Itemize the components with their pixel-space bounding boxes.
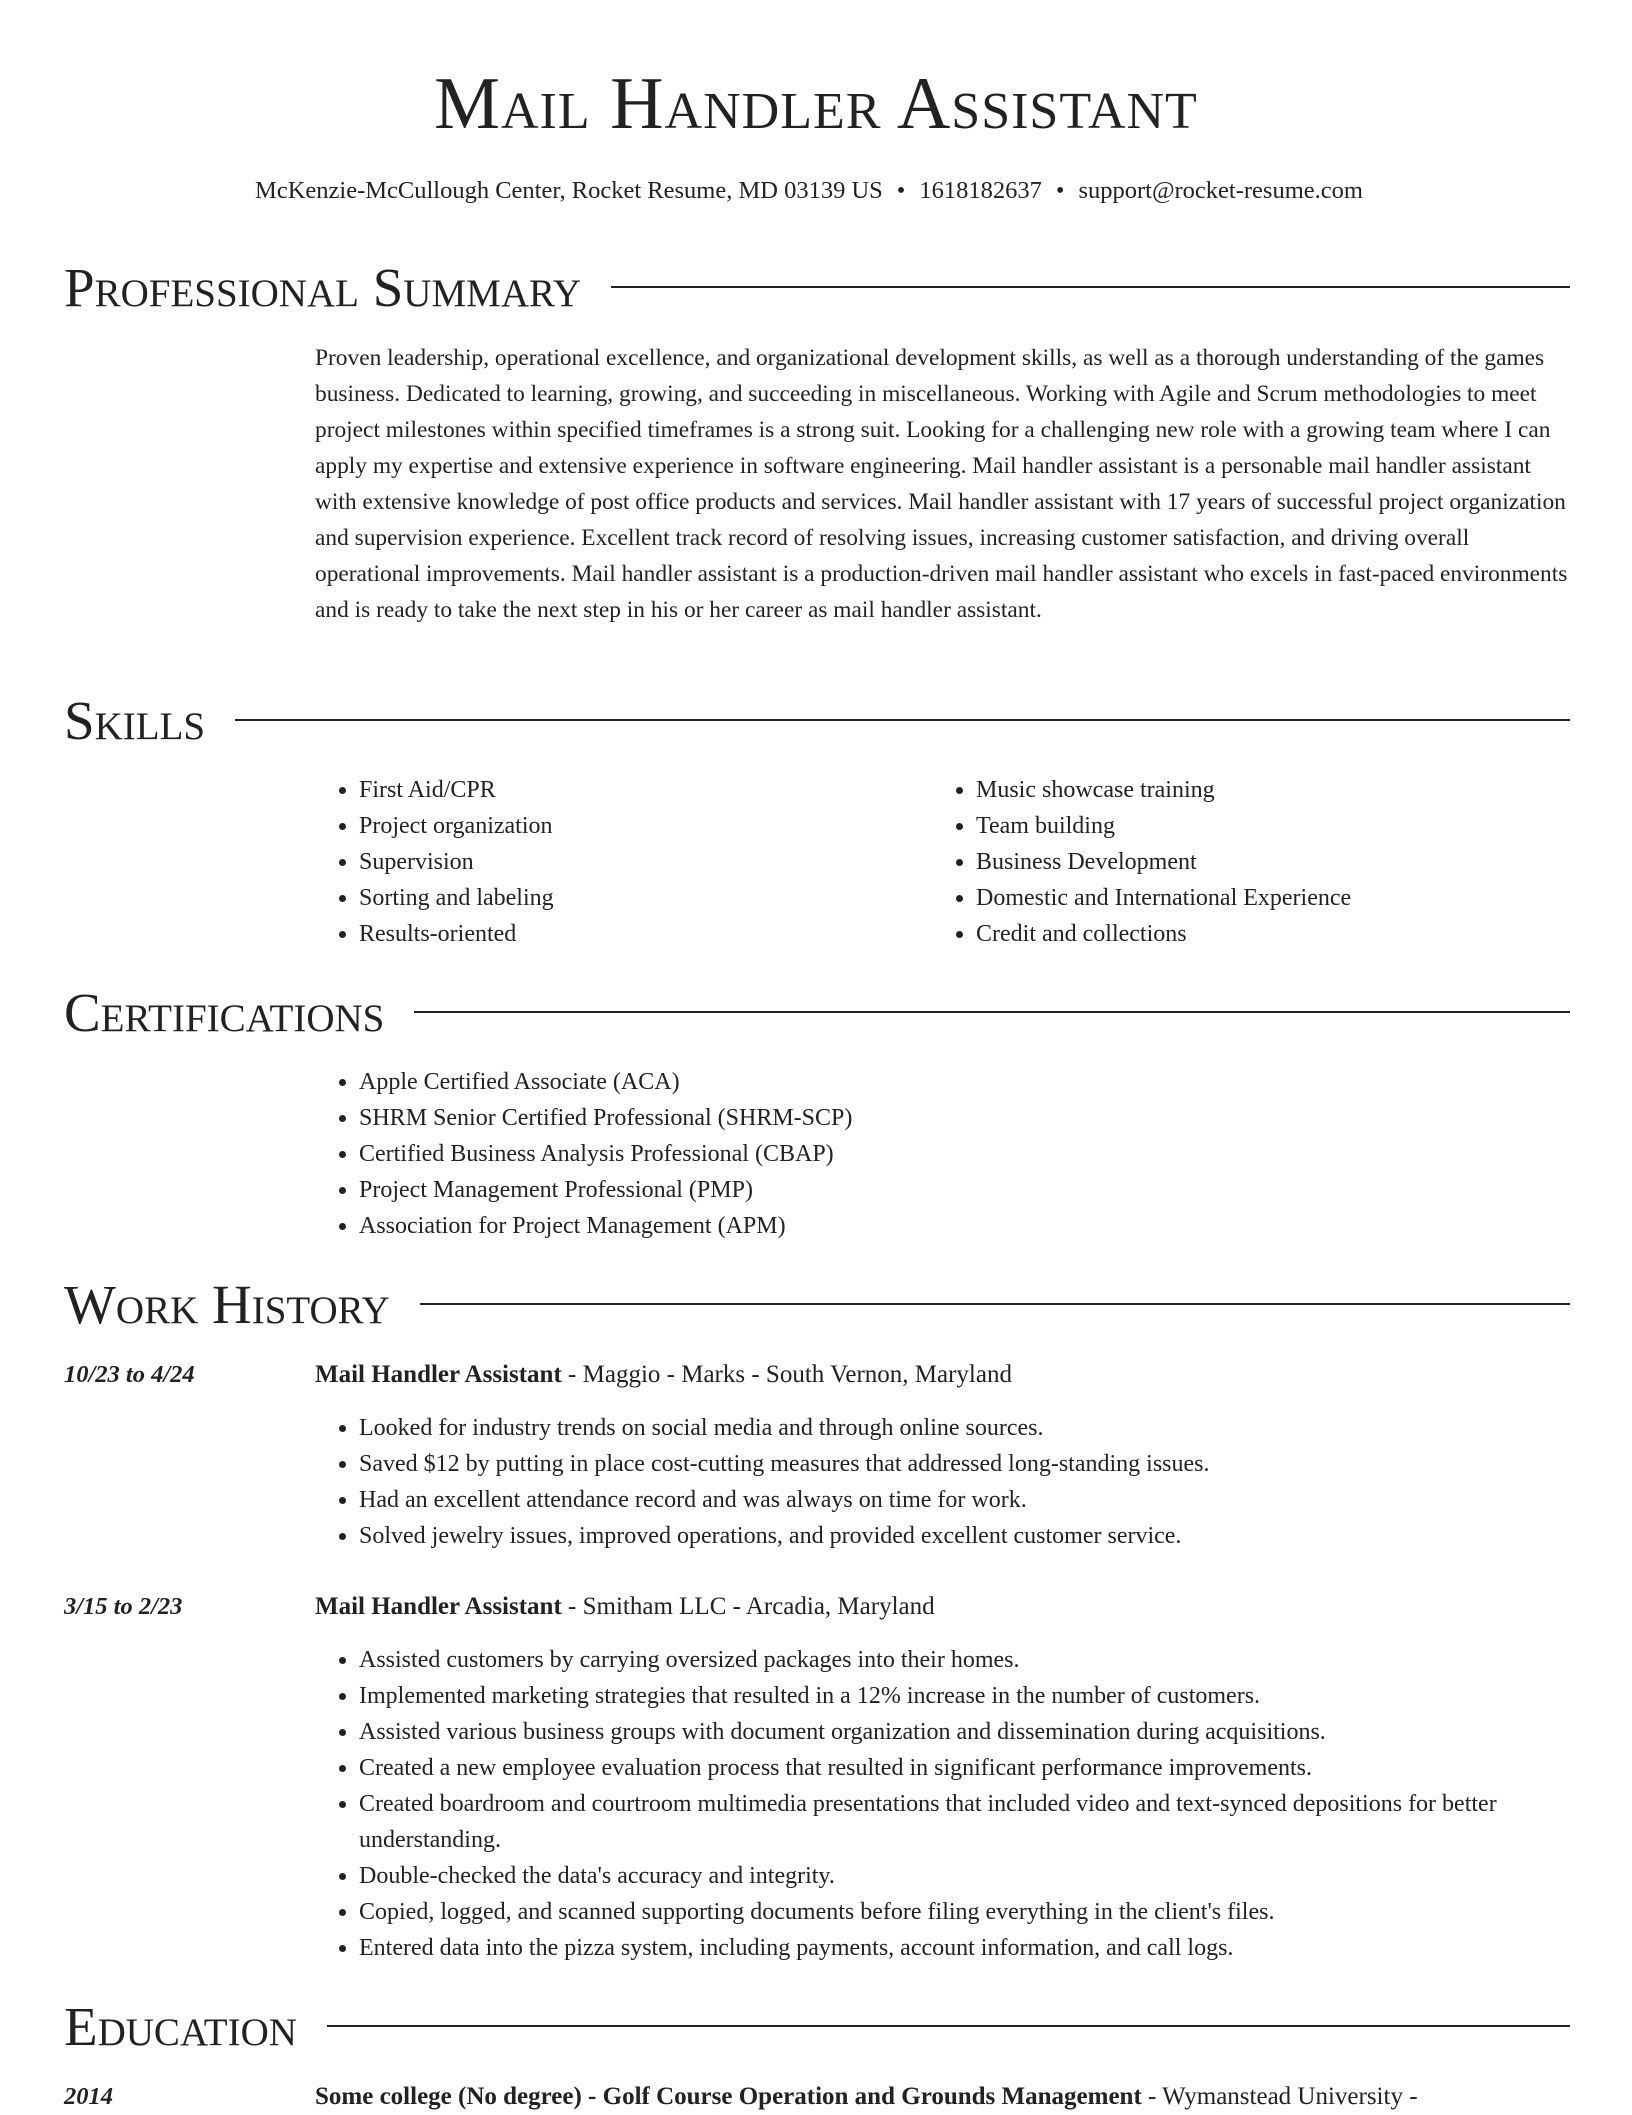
education-degree: Some college (No degree) - Golf Course Operation and Grounds Management: [315, 2083, 1142, 2110]
summary-text: Proven leadership, operational excellence, and organizational development skills, as well as a thorough understanding of the games business. Dedicated to learning, growing, and succeeding in miscellaneous. Working with Agile and Scrum methodologies to meet project milestones within specified timeframes is a strong suit. Looking for a challenging new role with a growing team where I can apply my expertise and extensive experience in software engineering. Mail handler assistant is a personable mail handler assistant with extensive knowledge of post office products and services. Mail handler assistant with 17 years of successful project organization and supervision experience. Excellent track record of resolving issues, increasing customer satisfaction, and driving overall operational improvements. Mail handler assistant is a production-driven mail handler assistant who excels in fast-paced environments and is ready to take the next step in his or her career as mail handler assistant.: [315, 345, 1568, 623]
job-employer: - Smitham LLC - Arcadia, Maryland: [561, 1593, 935, 1620]
job-bullet: • Looked for industry trends on social media and through online sources.: [359, 1410, 1614, 1446]
education-school: - Wymanstead University -: [1141, 2083, 1418, 2110]
skill-item: • Music showcase training: [976, 772, 1606, 808]
job-bullet: • Assisted various business groups with document organization and dissemination during acquisitions.: [359, 1714, 1614, 1750]
certifications-list: [315, 1064, 1614, 1244]
job-dates: 10/23 to 4/24: [64, 1361, 195, 1388]
job-bullet: • Copied, logged, and scanned supporting documents before filing everything in the client's files.: [359, 1894, 1614, 1930]
job-bullet: • Saved $12 by putting in place cost-cutting measures that addressed long-standing issues.: [359, 1446, 1614, 1482]
job-bullet: • Assisted customers by carrying oversized packages into their homes.: [359, 1642, 1614, 1678]
certification-item: • Association for Project Management (APM): [359, 1208, 1614, 1244]
section-divider: [414, 1011, 1570, 1013]
education-heading-text: Education: [64, 1996, 297, 2057]
skill-item: • Business Development: [976, 844, 1606, 880]
resume-title: Mail Handler Assistant: [434, 63, 1198, 145]
summary-heading: [64, 257, 1570, 319]
job-bullet: • Double-checked the data's accuracy and integrity.: [359, 1858, 1614, 1894]
skills-list-left: [315, 772, 929, 952]
job-bullets: [315, 1410, 1614, 1554]
job-bullet: • Created a new employee evaluation process that resulted in significant performance improvements.: [359, 1750, 1614, 1786]
certification-item: • Certified Business Analysis Professional (CBAP): [359, 1136, 1614, 1172]
section-divider: [611, 286, 1570, 288]
certifications-heading: [64, 982, 1570, 1044]
job-employer: - Maggio - Marks - South Vernon, Maryland: [561, 1361, 1012, 1388]
certification-item: • Project Management Professional (PMP): [359, 1172, 1614, 1208]
job-role: Mail Handler Assistant: [315, 1361, 562, 1388]
contact-phone: 1618182637: [919, 177, 1042, 204]
job-bullet: • Solved jewelry issues, improved operations, and provided excellent customer service.: [359, 1518, 1614, 1554]
contact-separator: •: [1055, 177, 1065, 204]
skill-item: • Credit and collections: [976, 916, 1606, 952]
skills-heading: [64, 690, 1570, 752]
skills-heading-text: Skills: [64, 690, 206, 751]
skill-item: • Project organization: [359, 808, 929, 844]
education-entry: [315, 2079, 1570, 2115]
section-divider: [235, 719, 1570, 721]
certification-item: • Apple Certified Associate (ACA): [359, 1064, 1614, 1100]
work-heading-text: Work History: [64, 1274, 390, 1335]
job-bullets: [315, 1642, 1614, 1966]
job-bullet: • Created boardroom and courtroom multimedia presentations that included video and text-synced depositions for better understanding.: [359, 1786, 1614, 1858]
contact-address: McKenzie-McCullough Center, Rocket Resume, MD 03139 US: [255, 177, 883, 204]
skill-item: • Results-oriented: [359, 916, 929, 952]
job-title: [315, 1357, 1570, 1393]
skill-item: • Domestic and International Experience: [976, 880, 1606, 916]
contact-line: [0, 176, 1618, 206]
job-bullet: • Had an excellent attendance record and was always on time for work.: [359, 1482, 1614, 1518]
skill-item: • Supervision: [359, 844, 929, 880]
education-year: 2014: [64, 2083, 113, 2110]
section-divider: [420, 1303, 1570, 1305]
skill-item: • Team building: [976, 808, 1606, 844]
contact-email: support@rocket-resume.com: [1078, 177, 1363, 204]
contact-separator: •: [896, 177, 906, 204]
skill-item: • Sorting and labeling: [359, 880, 929, 916]
section-divider: [327, 2025, 1570, 2027]
job-bullet: • Implemented marketing strategies that resulted in a 12% increase in the number of customers.: [359, 1678, 1614, 1714]
certification-item: • SHRM Senior Certified Professional (SHRM-SCP): [359, 1100, 1614, 1136]
work-heading: [64, 1274, 1570, 1336]
job-role: Mail Handler Assistant: [315, 1593, 562, 1620]
job-dates: 3/15 to 2/23: [64, 1593, 183, 1620]
job-title: [315, 1589, 1570, 1625]
education-heading: [64, 1996, 1570, 2058]
certifications-heading-text: Certifications: [64, 982, 385, 1043]
job-bullet: • Entered data into the pizza system, including payments, account information, and call logs.: [359, 1930, 1614, 1966]
skill-item: • First Aid/CPR: [359, 772, 929, 808]
skills-list-right: [932, 772, 1606, 952]
summary-heading-text: Professional Summary: [64, 257, 582, 318]
